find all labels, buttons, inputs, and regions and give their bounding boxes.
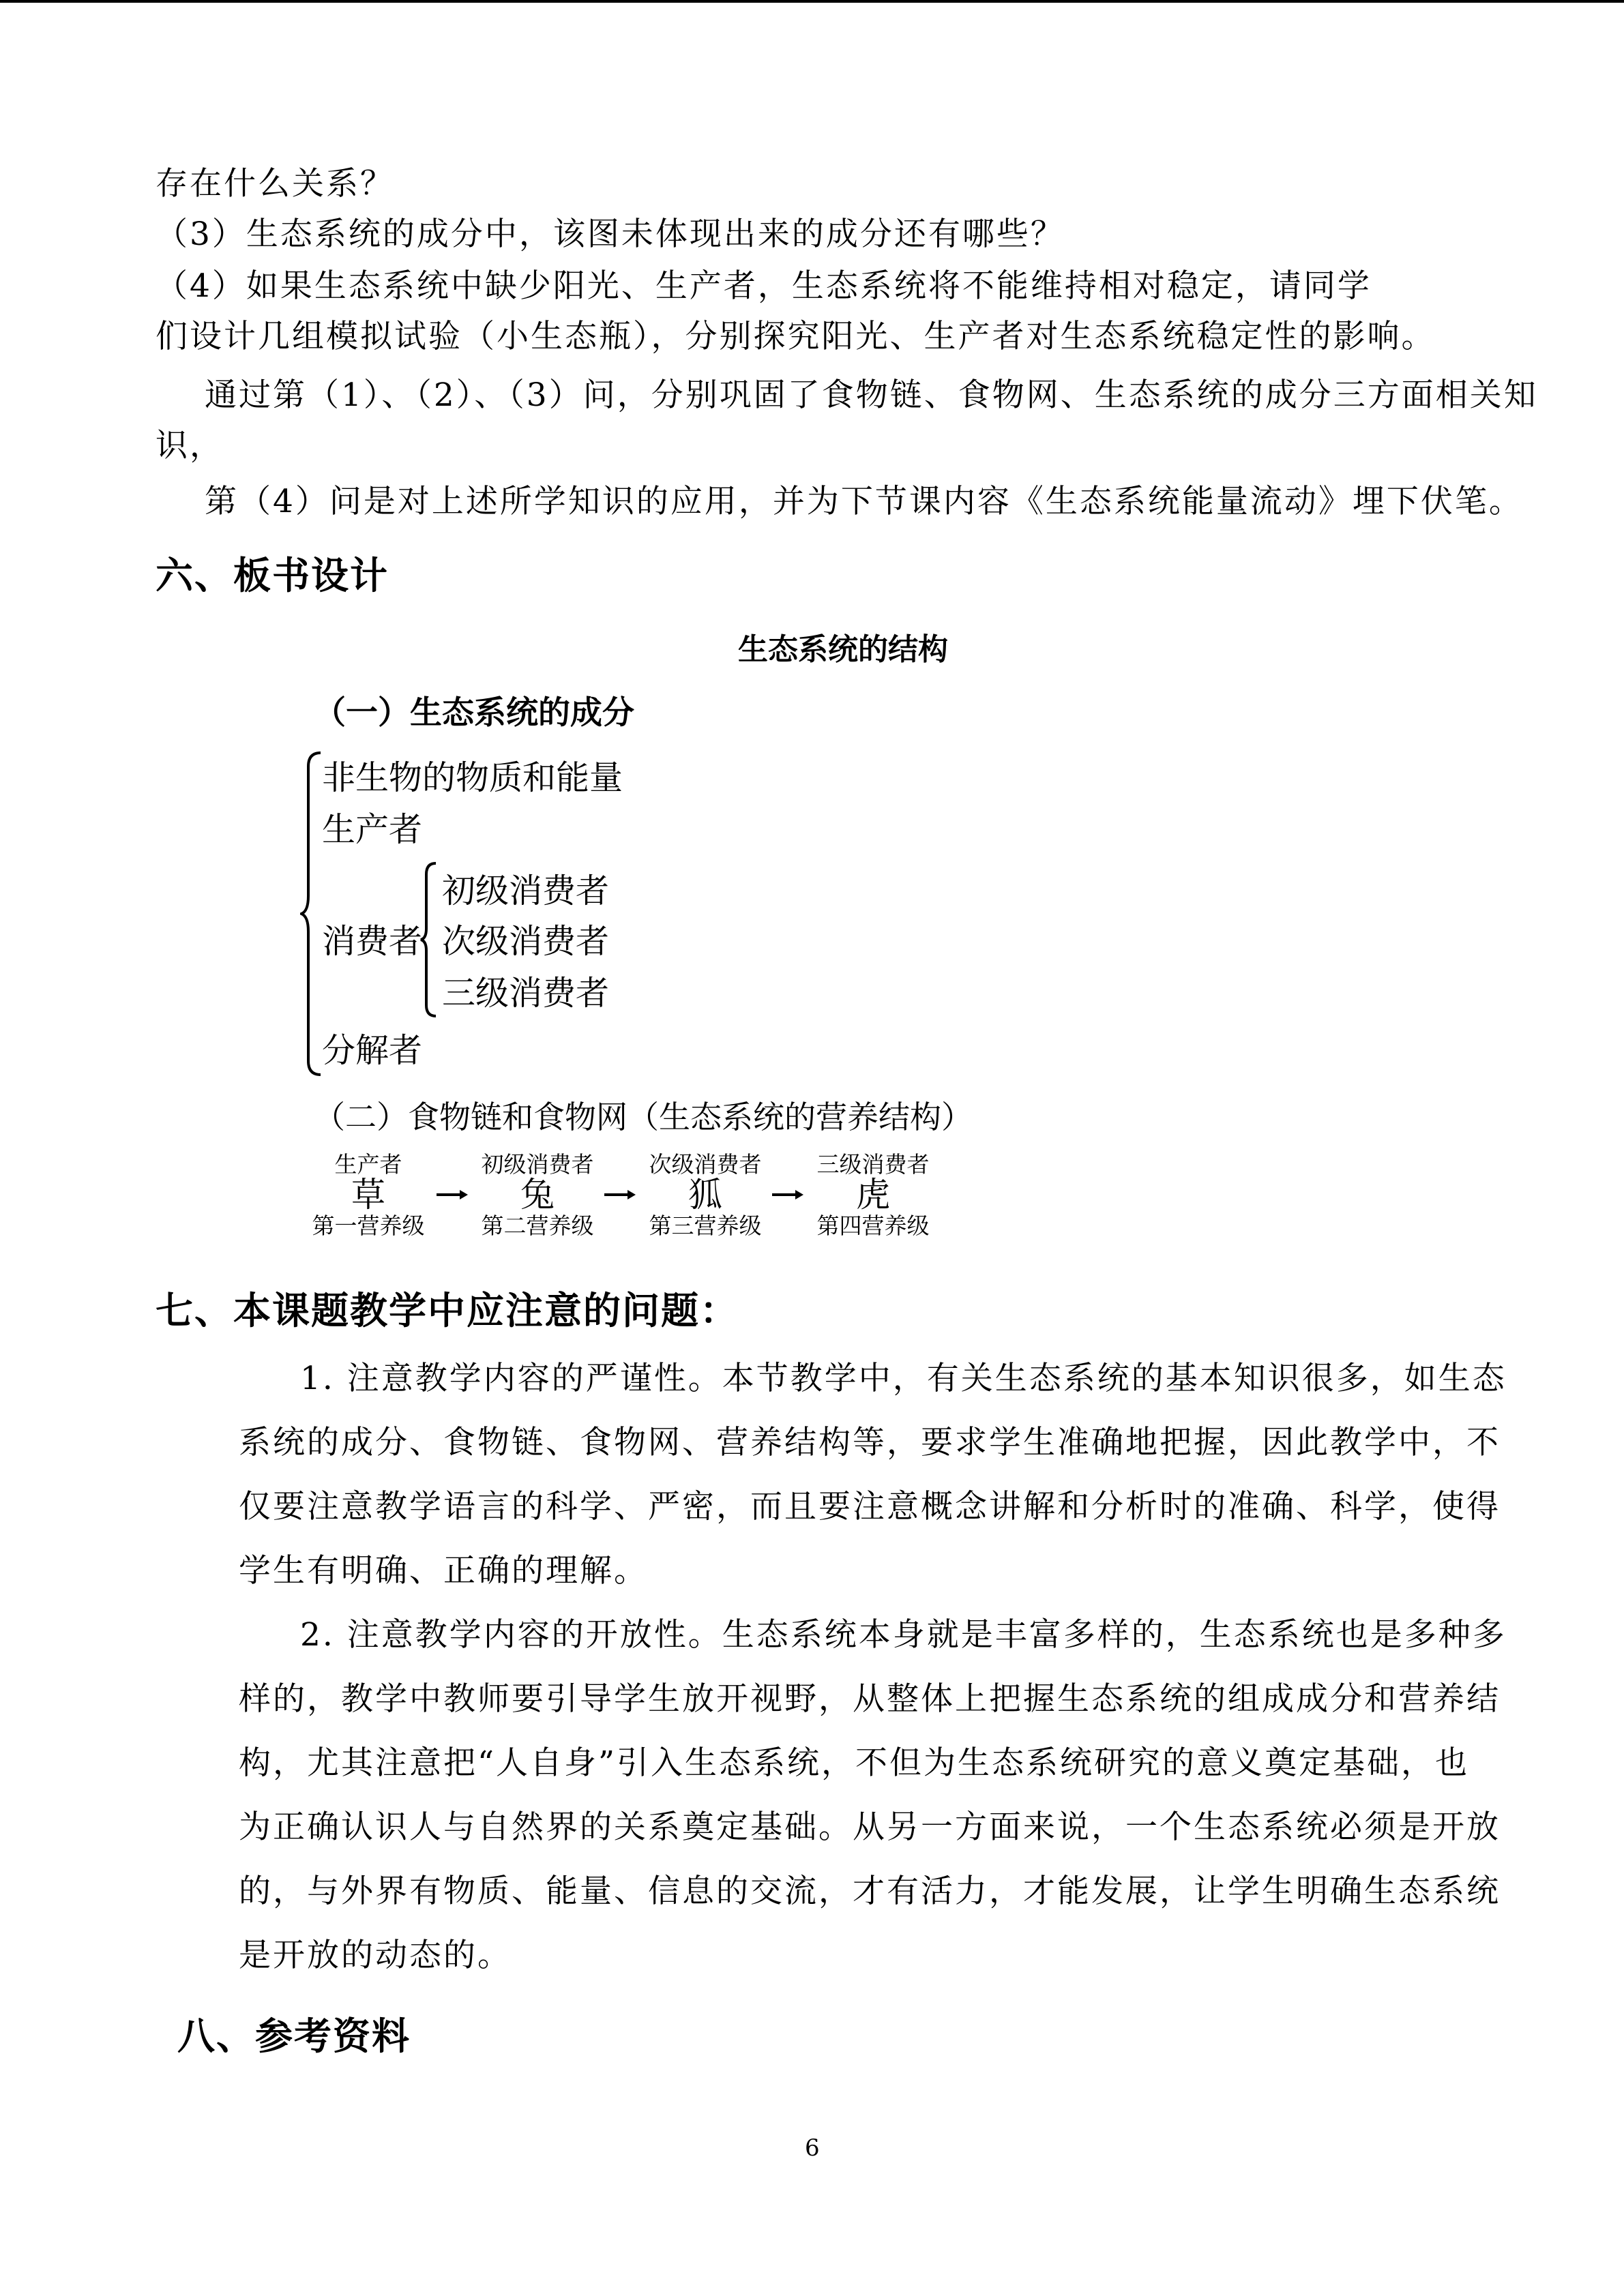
chain-role-2: 初级消费者	[481, 1151, 594, 1178]
section-6-heading: 六、板书设计	[156, 554, 389, 597]
chain-role-1: 生产者	[334, 1151, 402, 1178]
chain-name-1: 草	[351, 1175, 385, 1214]
s7-p2-line-6: 是开放的动态的。	[239, 1937, 512, 1974]
chain-arrow-2	[603, 1188, 637, 1202]
s7-p1-line-1: 1. 注意教学内容的严谨性。本节教学中，有关生态系统的基本知识很多，如生态	[300, 1360, 1507, 1397]
question-3: （3）生态系统的成分中，该图未体现出来的成分还有哪些？	[156, 215, 1065, 253]
explanation-line-2: 识，	[156, 427, 224, 464]
s7-p1-line-4: 学生有明确、正确的理解。	[239, 1552, 648, 1590]
page-number: 6	[805, 2134, 820, 2162]
chain-level-1: 第一营养级	[312, 1212, 425, 1239]
page-top-border	[0, 0, 1624, 3]
inner-brace	[419, 861, 440, 1019]
s7-p1-line-2: 系统的成分、食物链、食物网、营养结构等，要求学生准确地把握，因此教学中，不	[239, 1424, 1501, 1461]
question-2-tail: 存在什么关系？	[156, 165, 394, 203]
chain-name-3: 狐	[688, 1175, 722, 1214]
s7-p2-line-1: 2. 注意教学内容的开放性。生态系统本身就是丰富多样的，生态系统也是多种多	[300, 1616, 1507, 1654]
component-consumer: 消费者	[322, 922, 423, 961]
section-7-heading: 七、本课题教学中应注意的问题：	[156, 1289, 739, 1332]
part-2-title: （二）食物链和食物网（生态系统的营养结构）	[314, 1099, 973, 1135]
s7-p2-line-4: 为正确认识人与自然界的关系奠定基础。从另一方面来说，一个生态系统必须是开放	[239, 1808, 1501, 1846]
question-4-line-2: 们设计几组模拟试验（小生态瓶），分别探究阳光、生产者对生态系统稳定性的影响。	[156, 318, 1436, 355]
s7-p2-line-5: 的，与外界有物质、能量、信息的交流，才有活力，才能发展，让学生明确生态系统	[239, 1873, 1501, 1910]
chain-name-2: 兔	[520, 1175, 555, 1214]
chain-level-4: 第四营养级	[816, 1212, 930, 1239]
chain-arrow-1	[435, 1188, 469, 1202]
chain-level-3: 第三营养级	[649, 1212, 762, 1239]
consumer-level-1: 初级消费者	[442, 871, 610, 910]
chain-role-3: 次级消费者	[649, 1151, 762, 1178]
component-decomposer: 分解者	[322, 1031, 423, 1070]
consumer-level-2: 次级消费者	[442, 922, 610, 961]
component-abiotic: 非生物的物质和能量	[322, 758, 623, 797]
chain-arrow-3	[771, 1188, 805, 1202]
s7-p2-line-2: 样的，教学中教师要引导学生放开视野，从整体上把握生态系统的组成成分和营养结	[239, 1680, 1501, 1718]
chain-name-4: 虎	[856, 1175, 890, 1214]
component-producer: 生产者	[322, 810, 423, 849]
part-1-title: （一）生态系统的成分	[314, 694, 634, 732]
consumer-level-3: 三级消费者	[442, 974, 610, 1013]
s7-p2-line-3: 构，尤其注意把“人自身”引入生态系统，不但为生态系统研究的意义奠定基础，也	[239, 1744, 1470, 1782]
chain-role-4: 三级消费者	[816, 1151, 930, 1178]
section-8-heading: 八、参考资料	[177, 2014, 411, 2058]
question-4-line-1: （4）如果生态系统中缺少阳光、生产者，生态系统将不能维持相对稳定，请同学	[156, 267, 1372, 305]
board-title: 生态系统的结构	[738, 632, 948, 667]
s7-p1-line-3: 仅要注意教学语言的科学、严密，而且要注意概念讲解和分析时的准确、科学，使得	[239, 1488, 1501, 1525]
explanation-line-3: 第（4）问是对上述所学知识的应用，并为下节课内容《生态系统能量流动》埋下伏笔。	[205, 483, 1523, 520]
explanation-line-1: 通过第（1）、（2）、（3）问，分别巩固了食物链、食物网、生态系统的成分三方面相关知	[205, 376, 1538, 414]
chain-level-2: 第二营养级	[481, 1212, 594, 1239]
